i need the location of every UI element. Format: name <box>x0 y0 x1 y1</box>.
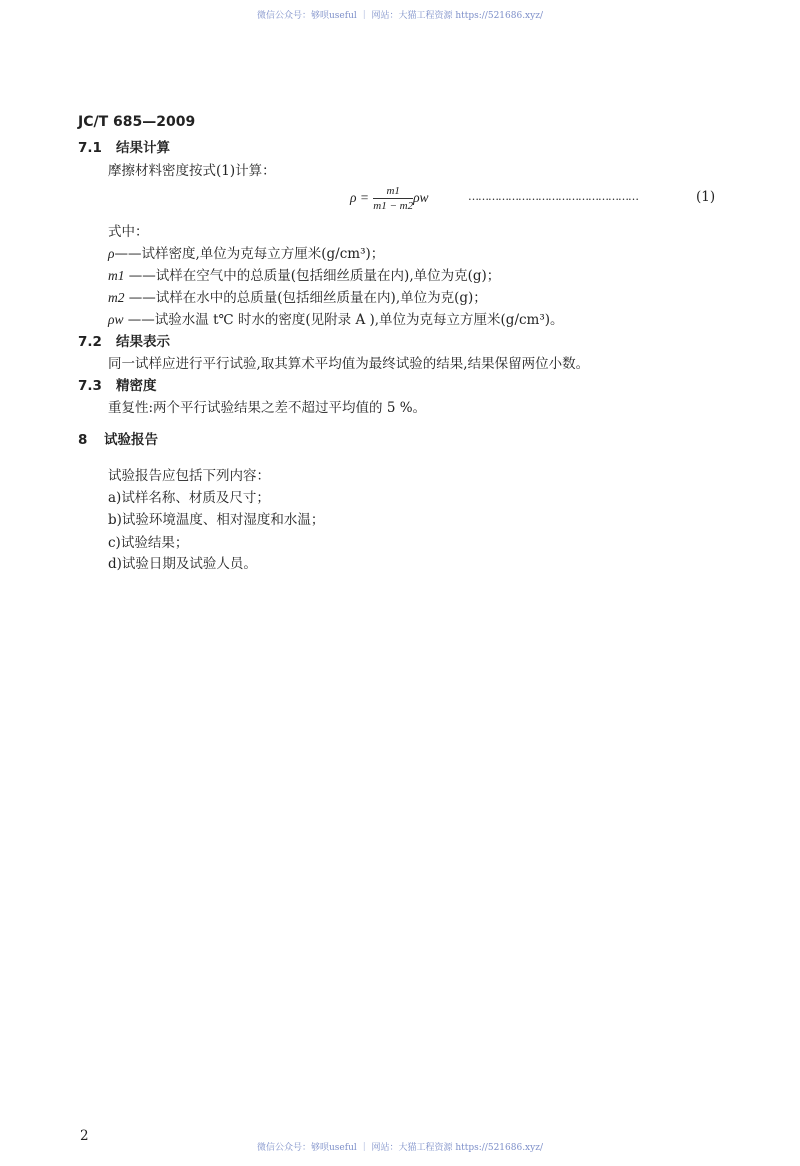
section-title: 精密度 <box>116 378 157 394</box>
section-title: 试验报告 <box>104 432 158 448</box>
watermark-top: 微信公众号：够呗useful ｜ 网站：大猫工程资源 https://521686.xyz/ <box>257 11 543 21</box>
section-title: 结果计算 <box>116 140 170 156</box>
section-7-3-heading <box>78 377 157 395</box>
symbol: ρw <box>108 312 124 327</box>
list-item: c)试验结果； <box>108 535 189 551</box>
section-title: 结果表示 <box>116 334 170 350</box>
list-item: b)试验环境温度、相对湿度和水温； <box>108 512 325 528</box>
definition-rho <box>108 245 384 263</box>
definition-text: ——试样在水中的总质量(包括细丝质量在内),单位为克(g)； <box>124 290 487 306</box>
list-item: a)试样名称、材质及尺寸； <box>108 490 270 506</box>
formula-numerator: m1 <box>373 185 413 199</box>
definition-rho-w <box>108 311 564 329</box>
section-7-2-heading <box>78 333 170 351</box>
formula-fraction <box>373 185 413 212</box>
section-number: 7.2 <box>78 334 102 350</box>
section-7-1-intro: 摩擦材料密度按式(1)计算： <box>108 163 276 179</box>
definition-text: ——试验水温 t℃ 时水的密度(见附录 A ),单位为克每立方厘米(g/cm³)。 <box>123 312 564 328</box>
section-8-intro: 试验报告应包括下列内容： <box>108 468 270 484</box>
formula-1 <box>350 185 429 212</box>
definition-text: ——试样在空气中的总质量(包括细丝质量在内),单位为克(g)； <box>124 268 501 284</box>
list-item: d)试验日期及试验人员。 <box>108 556 257 572</box>
watermark-bottom: 微信公众号：够呗useful ｜ 网站：大猫工程资源 https://521686.xyz/ <box>257 1143 543 1153</box>
section-8-heading <box>78 431 158 449</box>
definition-m1 <box>108 267 500 285</box>
section-number: 8 <box>78 432 88 448</box>
formula-lhs: ρ = <box>350 190 369 205</box>
symbol: ρ <box>108 246 115 261</box>
section-7-3-body: 重复性:两个平行试验结果之差不超过平均值的 5 %。 <box>108 400 427 416</box>
document-header: JC/T 685—2009 <box>78 114 196 130</box>
equation-number: (1) <box>696 189 716 205</box>
definition-m2 <box>108 289 487 307</box>
page-number: 2 <box>80 1128 89 1144</box>
definition-text: ——试样密度,单位为克每立方厘米(g/cm³)； <box>114 246 385 262</box>
section-7-1-heading <box>78 139 170 157</box>
section-number: 7.1 <box>78 140 102 156</box>
where-label: 式中： <box>108 224 149 240</box>
section-7-2-body: 同一试样应进行平行试验,取其算术平均值为最终试验的结果,结果保留两位小数。 <box>108 356 590 372</box>
section-number: 7.3 <box>78 378 102 394</box>
formula-leader-dots: …………………………………………… <box>468 190 638 203</box>
formula-factor: ρw <box>413 190 429 205</box>
symbol: m1 <box>108 268 125 283</box>
formula-denominator: m1 − m2 <box>373 200 414 212</box>
symbol: m2 <box>108 290 125 305</box>
